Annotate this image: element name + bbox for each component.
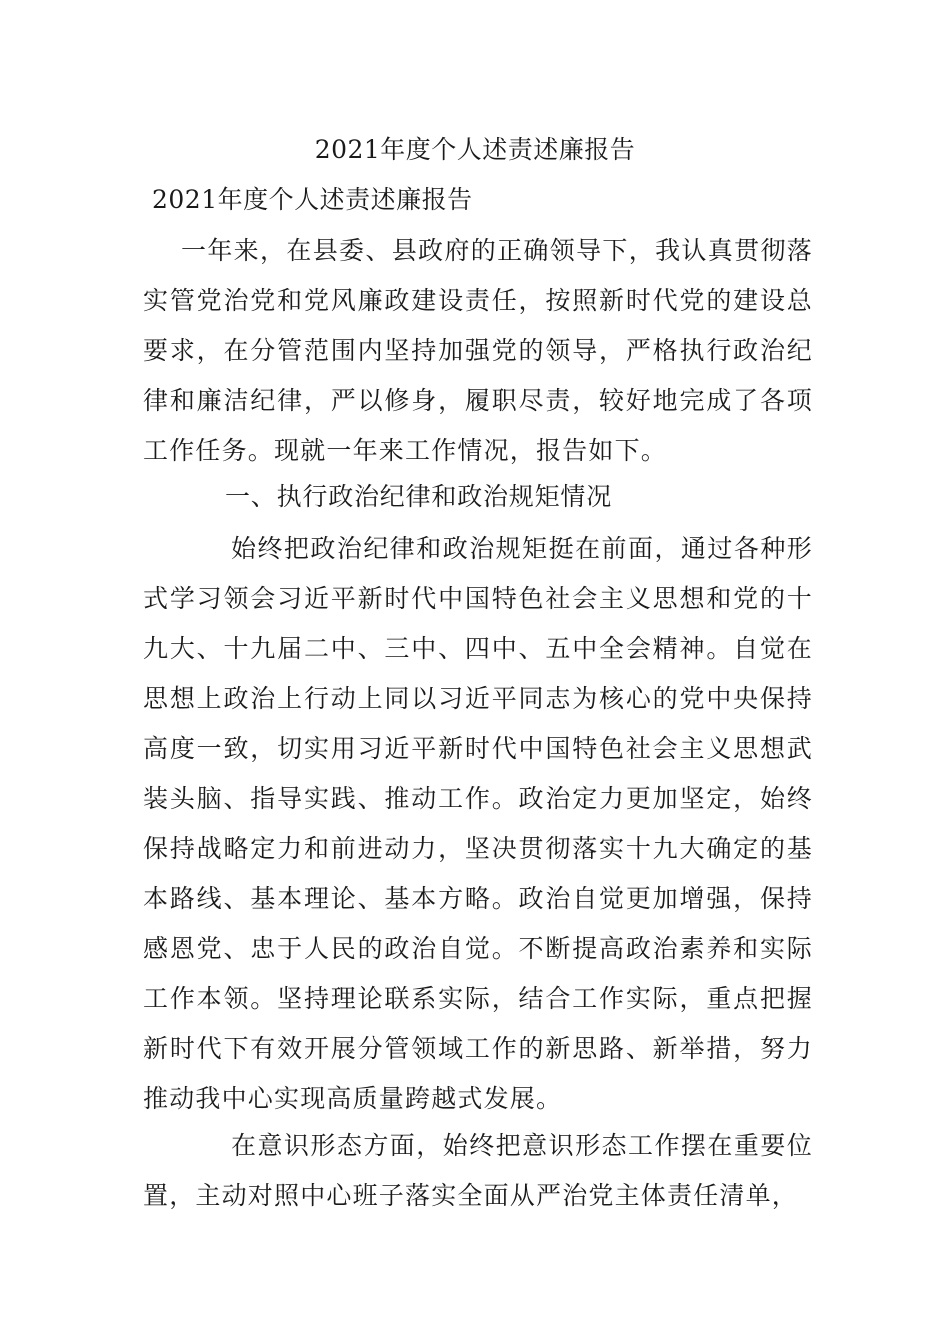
ideology-paragraph: 在意识形态方面，始终把意识形态工作摆在重要位置，主动对照中心班子落实全面从严治党主体责任清单， <box>143 1131 813 1210</box>
intro-paragraph: 一年来，在县委、县政府的正确领导下，我认真贯彻落实管党治党和党风廉政建设责任，按照新时代党的建设总要求，在分管范围内坚持加强党的领导，严格执行政治纪律和廉洁纪律，严以修身，履职尽责，较好地完成了各项工作任务。现就一年来工作情况，报告如下。 <box>143 236 813 465</box>
document-subtitle: 2021年度个人述责述廉报告 <box>152 185 473 214</box>
section-heading: 一、执行政治纪律和政治规矩情况 <box>225 482 613 511</box>
section-body-paragraph: 始终把政治纪律和政治规矩挺在前面，通过各种形式学习领会习近平新时代中国特色社会主义思想和党的十九大、十九届二中、三中、四中、五中全会精神。自觉在思想上政治上行动上同以习近平同志为核心的党中央保持高度一致，切实用习近平新时代中国特色社会主义思想武装头脑、指导实践、推动工作。政治定力更加坚定，始终保持战略定力和前进动力，坚决贯彻落实十九大确定的基本路线、基本理论、基本方略。政治自觉更加增强，保持感恩党、忠于人民的政治自觉。不断提高政治素养和实际工作本领。坚持理论联系实际，结合工作实际，重点把握新时代下有效开展分管领域工作的新思路、新举措，努力推动我中心实现高质量跨越式发展。 <box>143 534 813 1113</box>
document-title: 2021年度个人述责述廉报告 <box>314 135 636 164</box>
